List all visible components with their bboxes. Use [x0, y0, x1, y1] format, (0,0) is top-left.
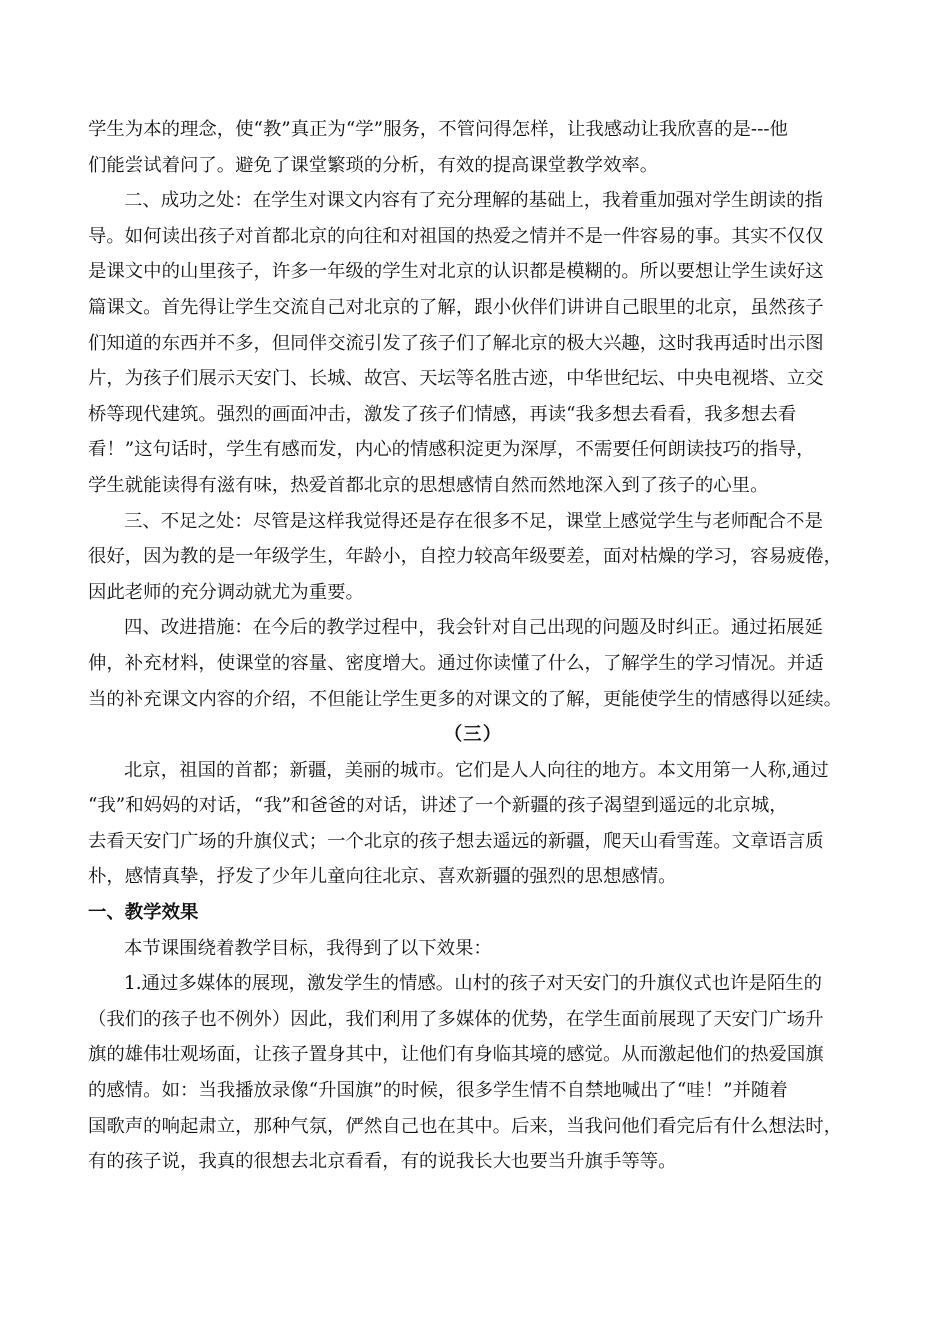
- paragraph-p2-success: [88, 183, 858, 219]
- paragraph-p5-body: [88, 788, 858, 895]
- text-line: 当的补充课文内容的介绍，不但能让学生更多的对课文的了解，更能使学生的情感得以延续。: [88, 688, 843, 710]
- text-line: 有的孩子说，我真的很想去北京看看，有的说我长大也要当升旗手等等。: [88, 1151, 677, 1173]
- text-line: 朴，感情真挚，抒发了少年儿童向往北京、喜欢新疆的强烈的思想感情。: [88, 866, 677, 888]
- text-line: 们能尝试着问了。避免了课堂繁琐的分析，有效的提高课堂教学效率。: [88, 154, 659, 176]
- paragraph-p2-body: [88, 219, 858, 504]
- paragraph-p3-body: [88, 539, 858, 610]
- text-line: 旗的雄伟壮观场面，让孩子置身其中，让他们有身临其境的感觉。从而激起他们的热爱国旗: [88, 1044, 824, 1066]
- text-line: 四、改进措施：在今后的教学过程中，我会针对自己出现的问题及时纠正。通过拓展延: [124, 617, 823, 639]
- heading-teaching-effect: 一、教学效果: [88, 902, 199, 924]
- paragraph-p6: [88, 931, 858, 967]
- text-line: 因此老师的充分调动就尤为重要。: [88, 581, 364, 603]
- text-line: 桥等现代建筑。强烈的画面冲击，激发了孩子们情感，再读“我多想去看看，我多想去看: [88, 403, 797, 425]
- text-line: 国歌声的响起肃立，那种气氛，俨然自己也在其中。后来，当我问他们看完后有什么想法时，: [88, 1115, 843, 1137]
- text-line: （我们的孩子也不例外）因此，我们利用了多媒体的优势，在学生面前展现了天安门广场升: [88, 1008, 824, 1030]
- text-line: 片，为孩子们展示天安门、长城、故宫、天坛等名胜古迹，中华世纪坛、中央电视塔、立交: [88, 368, 824, 390]
- text-line: 北京，祖国的首都；新疆，美丽的城市。它们是人人向往的地方。本文用第一人称,通过: [124, 759, 829, 781]
- paragraph-p4-first: [88, 610, 858, 646]
- text-line: 三、不足之处：尽管是这样我觉得还是存在很多不足，课堂上感觉学生与老师配合不是: [124, 510, 823, 532]
- text-line: 们知道的东西并不多，但同伴交流引发了孩子们了解北京的极大兴趣，这时我再适时出示图: [88, 332, 824, 354]
- text-line: 的感情。如：当我播放录像“升国旗”的时候，很多学生情不自禁地喊出了“哇！”并随着: [88, 1080, 788, 1102]
- text-line: 很好，因为教的是一年级学生，年龄小，自控力较高年级要差，面对枯燥的学习，容易疲倦，: [88, 546, 843, 568]
- text-line: 学生为本的理念，使“教”真正为“学”服务，不管问得怎样，让我感动让我欣喜的是---他: [88, 119, 788, 140]
- paragraph-p7-first: [88, 966, 858, 1002]
- text-line: 去看天安门广场的升旗仪式；一个北京的孩子想去遥远的新疆，爬天山看雪莲。文章语言质: [88, 830, 824, 852]
- paragraph-p7-body: [88, 1002, 858, 1180]
- text-line: 篇课文。首先得让学生交流自己对北京的了解，跟小伙伴们讲讲自己眼里的北京，虽然孩子: [88, 296, 824, 318]
- section-title: （三）: [443, 724, 503, 746]
- text-line: 看！”这句话时，学生有感而发，内心的情感积淀更为深厚，不需要任何朗读技巧的指导，: [88, 439, 815, 461]
- text-line: 伸，补充材料，使课堂的容量、密度增大。通过你读懂了什么，了解学生的学习情况。并适: [88, 652, 824, 674]
- text-line: 二、成功之处：在学生对课文内容有了充分理解的基础上，我着重加强对学生朗读的指: [124, 190, 823, 212]
- paragraph-p1: [88, 112, 858, 183]
- paragraph-p5-first: [88, 753, 858, 789]
- text-line: 导。如何读出孩子对首都北京的向往和对祖国的热爱之情并不是一件容易的事。其实不仅仅: [88, 225, 824, 247]
- paragraph-p3-first: [88, 504, 858, 540]
- document-page: [88, 112, 858, 1180]
- text-line: “我”和妈妈的对话，“我”和爸爸的对话，讲述了一个新疆的孩子渴望到遥远的北京城，: [88, 795, 788, 817]
- text-line: 学生就能读得有滋有味，热爱首都北京的思想感情自然而然地深入到了孩子的心里。: [88, 474, 769, 496]
- text-line: 1.通过多媒体的展现，激发学生的情感。山村的孩子对天安门的升旗仪式也许是陌生的: [124, 973, 823, 995]
- paragraph-p4-body: [88, 646, 858, 717]
- text-line: 是课文中的山里孩子，许多一年级的学生对北京的认识都是模糊的。所以要想让学生读好这: [88, 261, 824, 283]
- text-line: 本节课围绕着教学目标，我得到了以下效果：: [124, 937, 492, 959]
